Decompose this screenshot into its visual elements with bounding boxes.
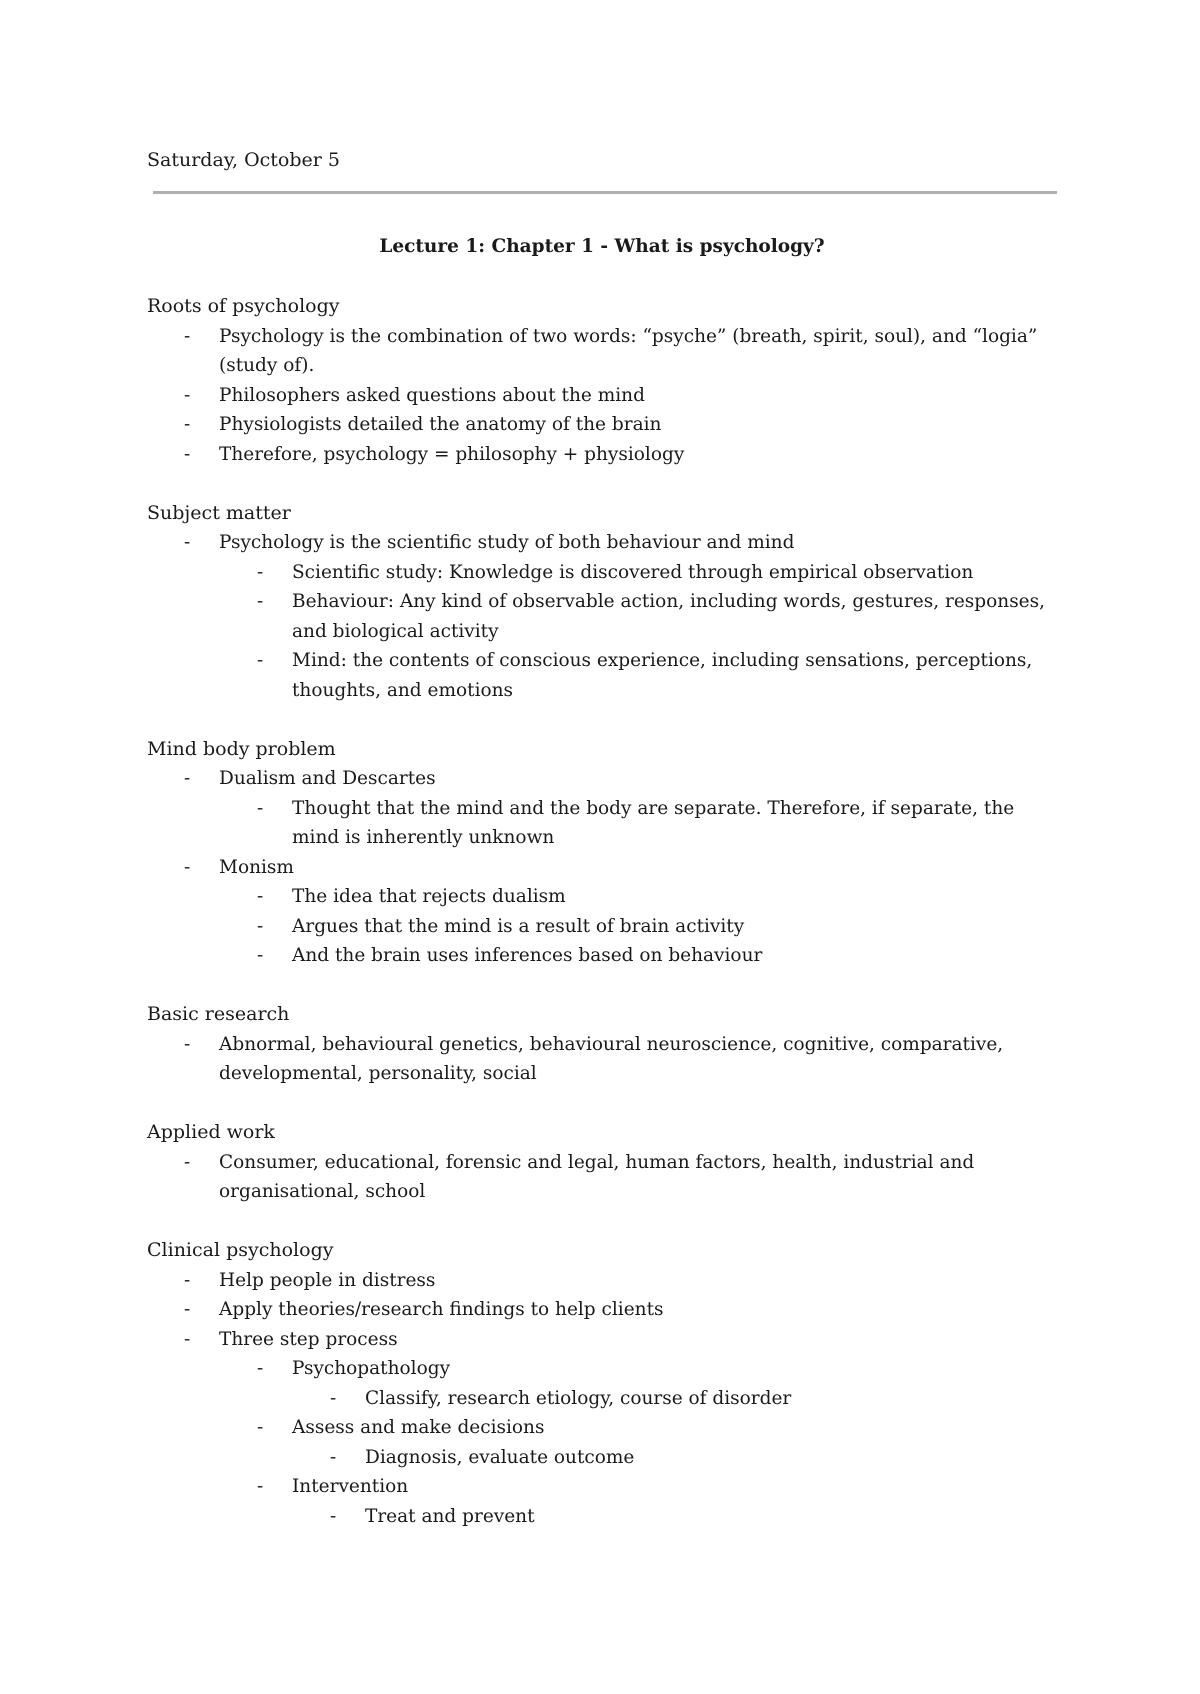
notes-section	[147, 735, 1057, 971]
list-item	[147, 587, 1057, 646]
document-page	[147, 140, 1057, 1561]
list-item	[147, 410, 1057, 440]
list-item	[147, 558, 1057, 588]
list-item	[147, 1443, 1057, 1473]
list-item-text: Physiologists detailed the anatomy of the brain	[219, 414, 662, 435]
list-item-text: Therefore, psychology = philosophy + physiology	[219, 443, 685, 465]
list-item-text: Thought that the mind and the body are separate. Therefore, if separate, the mind is inherently unknown	[292, 797, 1015, 848]
list-item	[147, 1266, 1057, 1296]
list-item-text: Diagnosis, evaluate outcome	[365, 1446, 635, 1468]
list-item	[147, 882, 1057, 912]
list-item-text: Treat and prevent	[365, 1505, 535, 1527]
list-item	[147, 1502, 1057, 1532]
list-item-text: Dualism and Descartes	[219, 768, 436, 789]
list-item	[147, 1354, 1057, 1413]
section-heading: Roots of psychology	[147, 295, 340, 317]
list-item-text: Assess and make decisions	[292, 1417, 545, 1438]
list-item-text: Three step process	[219, 1328, 398, 1350]
list-item	[147, 853, 1057, 971]
lecture-title: Lecture 1: Chapter 1 - What is psychology?	[379, 236, 825, 257]
list-item	[147, 1295, 1057, 1325]
list-item	[147, 1148, 1057, 1207]
list-item	[147, 646, 1057, 705]
list-item-text: Argues that the mind is a result of brain activity	[292, 915, 745, 937]
list-item	[147, 764, 1057, 853]
bullet-list	[147, 528, 1057, 705]
section-heading: Applied work	[147, 1121, 275, 1143]
section-heading: Subject matter	[147, 501, 291, 524]
bullet-list	[147, 1502, 1057, 1532]
list-item	[147, 1413, 1057, 1472]
notes-section	[147, 1000, 1057, 1089]
list-item	[147, 794, 1057, 853]
bullet-list	[147, 764, 1057, 971]
list-item-text: The idea that rejects dualism	[292, 886, 566, 907]
notes-body	[147, 292, 1057, 1531]
note-date: Saturday, October 5	[147, 149, 340, 171]
list-item	[147, 1472, 1057, 1531]
section-heading: Clinical psychology	[147, 1239, 334, 1261]
bullet-list	[147, 1266, 1057, 1532]
notes-section	[147, 499, 1057, 706]
list-item	[147, 941, 1057, 971]
section-heading: Mind body problem	[147, 737, 336, 760]
list-item-text: And the brain uses inferences based on behaviour	[292, 945, 763, 966]
bullet-list	[147, 1384, 1057, 1414]
list-item-text: Psychopathology	[292, 1358, 451, 1379]
list-item	[147, 381, 1057, 411]
list-item	[147, 440, 1057, 470]
notes-section	[147, 1118, 1057, 1207]
horizontal-rule	[153, 191, 1057, 194]
section-heading: Basic research	[147, 1003, 290, 1025]
list-item-text: Intervention	[292, 1476, 409, 1497]
list-item	[147, 912, 1057, 942]
list-item-text: Philosophers asked questions about the mind	[219, 384, 645, 406]
list-item-text: Apply theories/research findings to help clients	[219, 1299, 664, 1320]
list-item	[147, 1384, 1057, 1414]
bullet-list	[147, 322, 1057, 470]
list-item-text: Psychology is the scientific study of both behaviour and mind	[219, 532, 795, 553]
bullet-list	[147, 1443, 1057, 1473]
list-item-text: Help people in distress	[219, 1269, 436, 1291]
list-item-text: Mind: the contents of conscious experience, including sensations, perceptions, thoughts, and emotions	[292, 650, 1033, 701]
list-item-text: Scientific study: Knowledge is discovered through empirical observation	[292, 561, 974, 583]
notes-section	[147, 292, 1057, 469]
list-item-text: Classify, research etiology, course of disorder	[365, 1387, 792, 1409]
bullet-list	[147, 794, 1057, 853]
list-item	[147, 322, 1057, 381]
bullet-list	[147, 882, 1057, 971]
list-item	[147, 1030, 1057, 1089]
list-item-text: Abnormal, behavioural genetics, behavioural neuroscience, cognitive, comparative, developmental, personality, social	[219, 1033, 1004, 1084]
list-item	[147, 1325, 1057, 1532]
bullet-list	[147, 1148, 1057, 1207]
list-item-text: Monism	[219, 856, 294, 878]
list-item-text: Consumer, educational, forensic and legal, human factors, health, industrial and organisational, school	[219, 1151, 975, 1202]
list-item-text: Psychology is the combination of two words: “psyche” (breath, spirit, soul), and “logia” (study of).	[219, 325, 1038, 376]
list-item-text: Behaviour: Any kind of observable action, including words, gestures, responses, and biological activity	[292, 591, 1046, 642]
bullet-list	[147, 1354, 1057, 1531]
bullet-list	[147, 558, 1057, 706]
list-item	[147, 528, 1057, 705]
notes-section	[147, 1236, 1057, 1531]
bullet-list	[147, 1030, 1057, 1089]
